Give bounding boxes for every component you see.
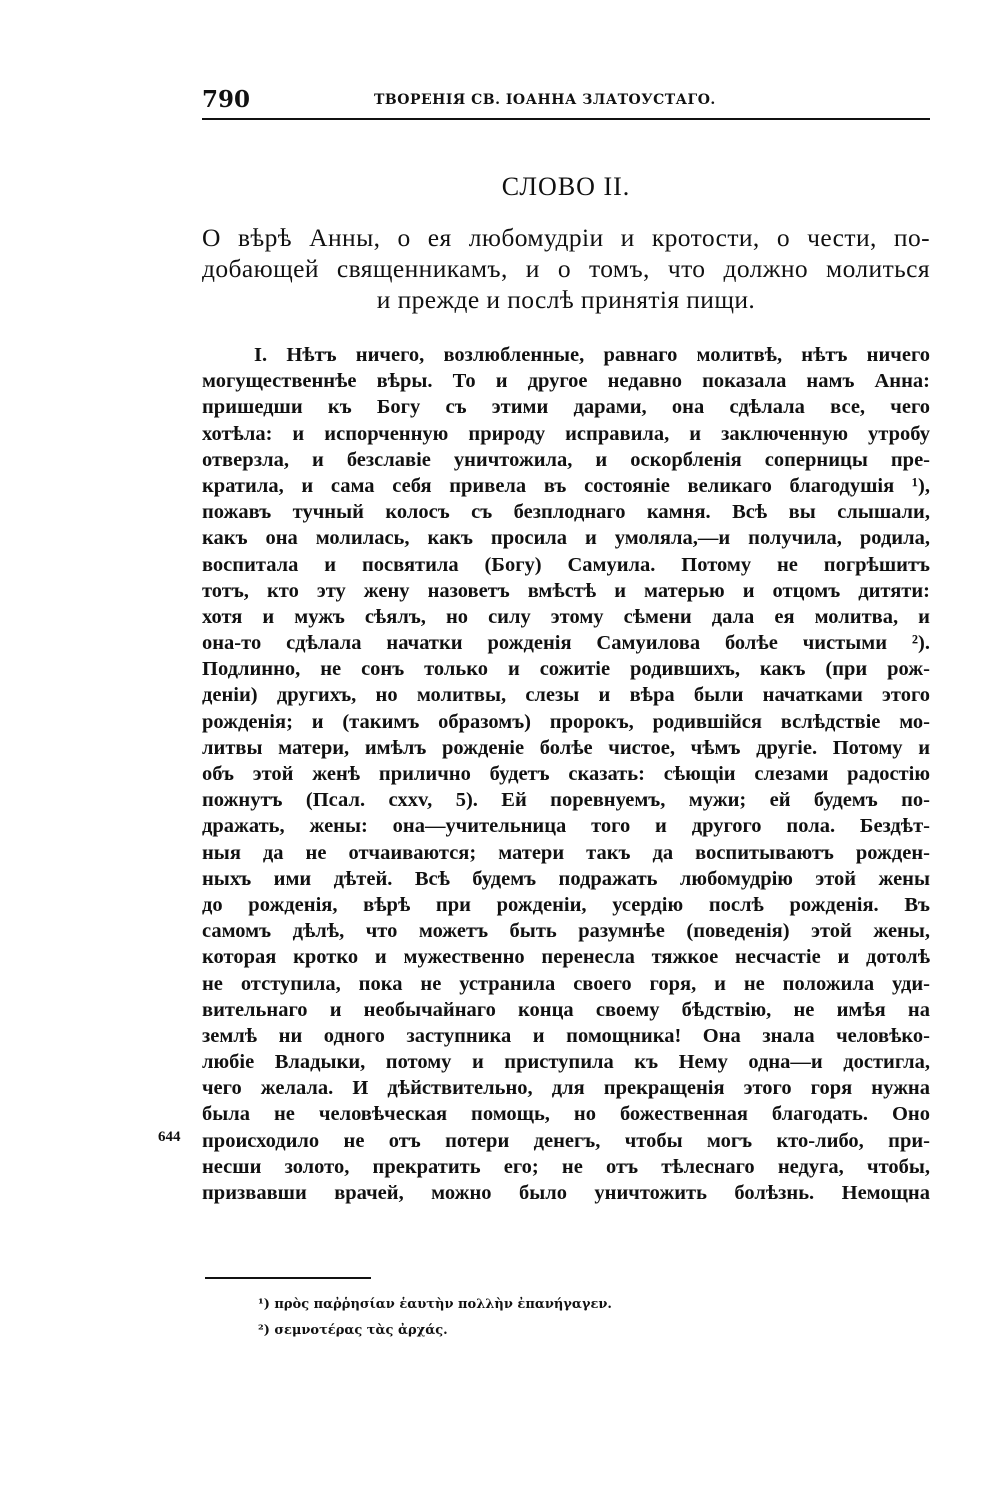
body-line: ныхъ ими дѣтей. Всѣ будемъ подражать любомудрію этой жены (202, 867, 930, 890)
page-number: 790 (202, 86, 251, 113)
body-text (202, 342, 930, 1206)
body-line: любіе Владыки, потому и приступила къ Нему одна—и достигла, (202, 1051, 930, 1074)
body-line: землѣ ни одного заступника и помощника! Она знала человѣко- (202, 1024, 930, 1047)
body-line: кратила, и сама себя привела въ состояніе великаго благодушія ¹), (202, 474, 930, 497)
body-line: какъ она молилась, какъ просила и умоляла,—и получила, родила, (202, 527, 930, 550)
body-line: ныя да не отчаиваются; матери такъ да воспитываютъ рожден- (202, 841, 930, 864)
body-line: несши золото, прекратить его; не отъ тѣлеснаго недуга, чтобы, (202, 1155, 930, 1178)
body-line: до рожденія, вѣрѣ при рожденіи, усердію послѣ рожденія. Въ (202, 893, 930, 916)
body-line: хотѣла: и испорченную природу исправила, и заключенную утробу (202, 422, 930, 445)
body-line: призвавши врачей, можно было уничтожить болѣзнь. Немощна (202, 1182, 930, 1204)
body-line: могущественнѣе вѣры. То и другое недавно показала намъ Анна: (202, 370, 930, 393)
body-line: которая кротко и мужественно перенесла тяжкое несчастіе и дотолѣ (202, 946, 930, 969)
sermon-title: СЛОВО II. (501, 172, 631, 201)
body-line: происходило не отъ потери денегъ, чтобы могъ кто-либо, при- (202, 1129, 930, 1152)
body-line: она-то сдѣлала начатки рожденія Самуилова болѣе чистыми ²). (202, 632, 930, 655)
running-header (202, 86, 930, 120)
footnotes (258, 1292, 612, 1344)
body-line: деніи) другихъ, но молитвы, слезы и вѣра были начатками этого (202, 684, 930, 707)
body-line: I. Нѣтъ ничего, возлюбленные, равнаго молитвѣ, нѣтъ ничего (254, 344, 930, 366)
subtitle-line: добающей священникамъ, и о томъ, что должно молиться (202, 254, 930, 283)
sermon-subtitle (202, 222, 930, 315)
body-line: отверзла, и безславіе уничтожила, и оскорбленія соперницы пре- (202, 448, 930, 471)
body-line: литвы матери, имѣлъ рожденіе болѣе чистое, чѣмъ другіе. Потому и (202, 736, 930, 759)
footnote-divider (205, 1277, 371, 1279)
body-line: самомъ дѣлѣ, что можетъ быть разумнѣе (поведенія) этой жены, (202, 920, 930, 943)
body-line: дражать, жены: она—учительница того и другого пола. Бездѣт- (202, 815, 930, 838)
body-line: была не человѣческая помощь, но божественная благодать. Оно (202, 1103, 930, 1126)
subtitle-line: О вѣрѣ Анны, о ея любомудріи и кротости, о чести, по- (202, 223, 930, 252)
body-line: пожавъ тучный колосъ съ безплоднаго камня. Всѣ вы слышали, (202, 501, 930, 524)
footnote-1: ¹) πρὸς παῤῥησίαν ἑαυτὴν πολλὴν ἐπανήγαγεν. (258, 1297, 612, 1312)
body-line: хотя и мужъ сѣялъ, но силу этому сѣмени дала ея молитва, и (202, 605, 930, 628)
body-line: вительнаго и необычайнаго конца своему бѣдствію, не имѣя на (202, 998, 930, 1021)
body-line: чего желала. И дѣйствительно, для прекращенія этого горя нужна (202, 1077, 930, 1100)
margin-page-reference: 644 (158, 1129, 181, 1145)
running-title: ТВОРЕНІЯ СВ. ІОАННА ЗЛАТОУСТАГО. (374, 92, 716, 108)
body-line: объ этой женѣ прилично будетъ сказать: сѣющіи слезами радостію (202, 763, 930, 785)
body-line: пожнутъ (Псал. cxxv, 5). Ей поревнуемъ, мужи; ей будемъ по- (202, 789, 930, 812)
footnote-2: ²) σεμνοτέρας τὰς ἀρχάς. (258, 1323, 448, 1338)
subtitle-line: и прежде и послѣ принятія пищи. (376, 285, 756, 314)
body-line: рожденія; и (такимъ образомъ) пророкъ, родившійся вслѣдствіе мо- (202, 710, 930, 733)
body-line: не отступила, пока не устранила своего горя, и не положила уди- (202, 972, 930, 995)
body-line: тотъ, кто эту жену назоветъ вмѣстѣ и матерью и отцомъ дитяти: (202, 579, 930, 602)
body-line: пришедши къ Богу съ этими дарами, она сдѣлала все, чего (202, 396, 930, 419)
body-line: Подлинно, не сонъ только и сожитіе родившихъ, какъ (при рож- (202, 658, 930, 681)
body-line: воспитала и посвятила (Богу) Самуила. Потому не погрѣшитъ (202, 553, 930, 576)
